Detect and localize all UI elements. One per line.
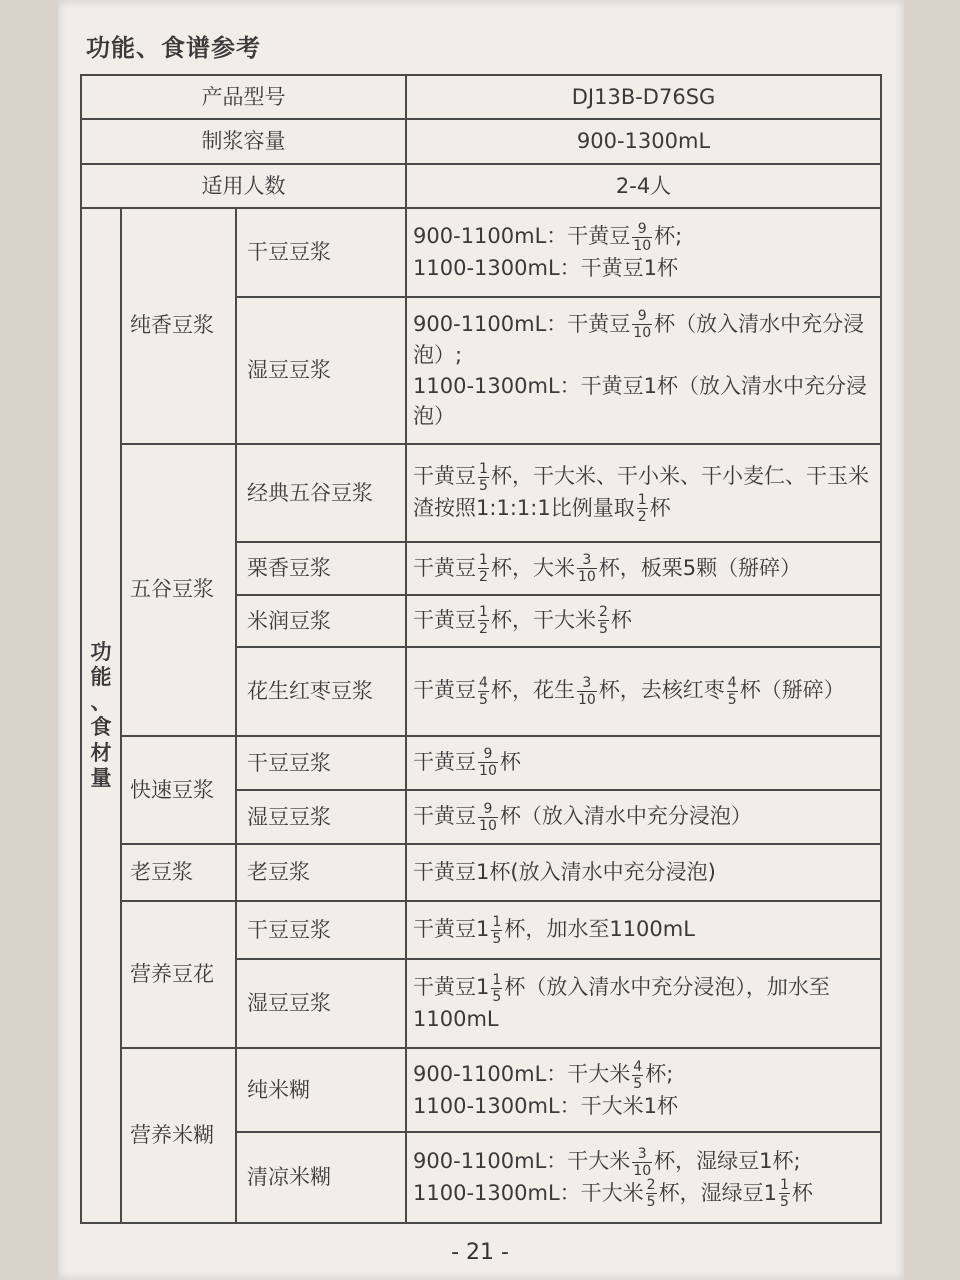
fraction: $\frac{1}{2}$ xyxy=(637,492,647,526)
category-lao: 老豆浆 xyxy=(121,844,236,900)
recipe-amount: 干黄豆 $\frac{1}{2}$ 杯，大米 $\frac{3}{10}$ 杯，板栗5颗（掰碎） xyxy=(406,542,881,594)
table-row xyxy=(81,901,881,959)
table-row xyxy=(81,444,881,543)
recipe-name: 清凉米糊 xyxy=(236,1132,406,1223)
recipe-name: 湿豆豆浆 xyxy=(236,790,406,844)
category-kuaisu: 快速豆浆 xyxy=(121,736,236,845)
fraction: $\frac{3}{10}$ xyxy=(577,552,596,586)
fraction: $\frac{1}{5}$ xyxy=(492,913,502,947)
recipe-name: 干豆豆浆 xyxy=(236,208,406,297)
spec-label-model: 产品型号 xyxy=(81,75,406,119)
recipe-amount: 干黄豆 $\frac{4}{5}$ 杯，花生 $\frac{3}{10}$ 杯，去核红枣 $\frac{4}{5}$ 杯（掰碎） xyxy=(406,647,881,736)
spec-value-model: DJ13B-D76SG xyxy=(406,75,881,119)
recipe-amount: 900-1100mL：干大米 $\frac{3}{10}$ 杯，湿绿豆1杯; 1100-1300mL：干大米 $\frac{2}{5}$ 杯，湿绿豆1 $\frac{1}{5}$ 杯 xyxy=(406,1132,881,1223)
fraction: $\frac{3}{10}$ xyxy=(633,1145,652,1179)
recipe-name: 干豆豆浆 xyxy=(236,901,406,959)
fraction: $\frac{1}{5}$ xyxy=(479,460,488,494)
fraction: $\frac{1}{5}$ xyxy=(779,1177,789,1211)
recipe-name: 湿豆豆浆 xyxy=(236,297,406,444)
recipe-amount: 900-1100mL：干黄豆 $\frac{9}{10}$ 杯; 1100-1300mL：干黄豆1杯 xyxy=(406,208,881,297)
recipe-name: 花生红枣豆浆 xyxy=(236,647,406,736)
spec-value-servings: 2-4人 xyxy=(406,164,881,208)
recipe-name: 干豆豆浆 xyxy=(236,736,406,790)
fraction: $\frac{1}{2}$ xyxy=(479,604,488,638)
fraction: $\frac{1}{5}$ xyxy=(492,971,502,1005)
spec-label-capacity: 制浆容量 xyxy=(81,119,406,163)
recipe-amount: 干黄豆 $\frac{9}{10}$ 杯 xyxy=(406,736,881,790)
fraction: $\frac{2}{5}$ xyxy=(646,1177,656,1211)
page-heading: 功能、食谱参考 xyxy=(86,34,261,62)
page-number: - 21 - xyxy=(451,1240,509,1265)
table-row xyxy=(81,1048,881,1133)
recipe-name: 湿豆豆浆 xyxy=(236,959,406,1048)
recipe-amount: 干黄豆1 $\frac{1}{5}$ 杯，加水至1100mL xyxy=(406,901,881,959)
fraction: $\frac{4}{5}$ xyxy=(633,1058,643,1092)
recipe-amount: 干黄豆 $\frac{1}{2}$ 杯，干大米 $\frac{2}{5}$ 杯 xyxy=(406,595,881,647)
recipe-amount: 900-1100mL：干黄豆 $\frac{9}{10}$ 杯（放入清水中充分浸泡）; 1100-1300mL：干黄豆1杯（放入清水中充分浸泡） xyxy=(406,297,881,444)
fraction: $\frac{9}{10}$ xyxy=(479,800,497,834)
recipe-name: 米润豆浆 xyxy=(236,595,406,647)
recipe-table xyxy=(80,74,882,1224)
side-label-function-ingredients: 功 能 、 食 材 量 xyxy=(81,208,121,1223)
fraction: $\frac{9}{10}$ xyxy=(633,308,652,342)
category-wugu: 五谷豆浆 xyxy=(121,444,236,736)
table-row xyxy=(81,164,881,208)
fraction: $\frac{2}{5}$ xyxy=(598,604,608,638)
fraction: $\frac{9}{10}$ xyxy=(633,220,652,254)
recipe-amount: 900-1100mL：干大米 $\frac{4}{5}$ 杯; 1100-1300mL：干大米1杯 xyxy=(406,1048,881,1133)
recipe-name: 经典五谷豆浆 xyxy=(236,444,406,543)
recipe-amount: 干黄豆1 $\frac{1}{5}$ 杯（放入清水中充分浸泡），加水至1100mL xyxy=(406,959,881,1048)
fraction: $\frac{1}{2}$ xyxy=(479,552,488,586)
fraction: $\frac{4}{5}$ xyxy=(479,674,488,708)
table-row xyxy=(81,75,881,119)
category-douhua: 营养豆花 xyxy=(121,901,236,1048)
spec-value-capacity: 900-1300mL xyxy=(406,119,881,163)
recipe-amount: 干黄豆 $\frac{1}{5}$ 杯，干大米、干小米、干小麦仁、干玉米渣按照1:1:1:1比例量取 $\frac{1}{2}$ 杯 xyxy=(406,444,881,543)
spec-label-servings: 适用人数 xyxy=(81,164,406,208)
table-row xyxy=(81,208,881,297)
table-row xyxy=(81,736,881,790)
category-mihu: 营养米糊 xyxy=(121,1048,236,1223)
recipe-name: 老豆浆 xyxy=(236,844,406,900)
fraction: $\frac{4}{5}$ xyxy=(727,674,737,708)
fraction: $\frac{9}{10}$ xyxy=(479,746,497,780)
table-row xyxy=(81,119,881,163)
recipe-amount: 干黄豆1杯(放入清水中充分浸泡) xyxy=(406,844,881,900)
category-chunxiang: 纯香豆浆 xyxy=(121,208,236,444)
recipe-name: 纯米糊 xyxy=(236,1048,406,1133)
recipe-name: 栗香豆浆 xyxy=(236,542,406,594)
table-row xyxy=(81,844,881,900)
recipe-amount: 干黄豆 $\frac{9}{10}$ 杯（放入清水中充分浸泡） xyxy=(406,790,881,844)
fraction: $\frac{3}{10}$ xyxy=(577,674,596,708)
